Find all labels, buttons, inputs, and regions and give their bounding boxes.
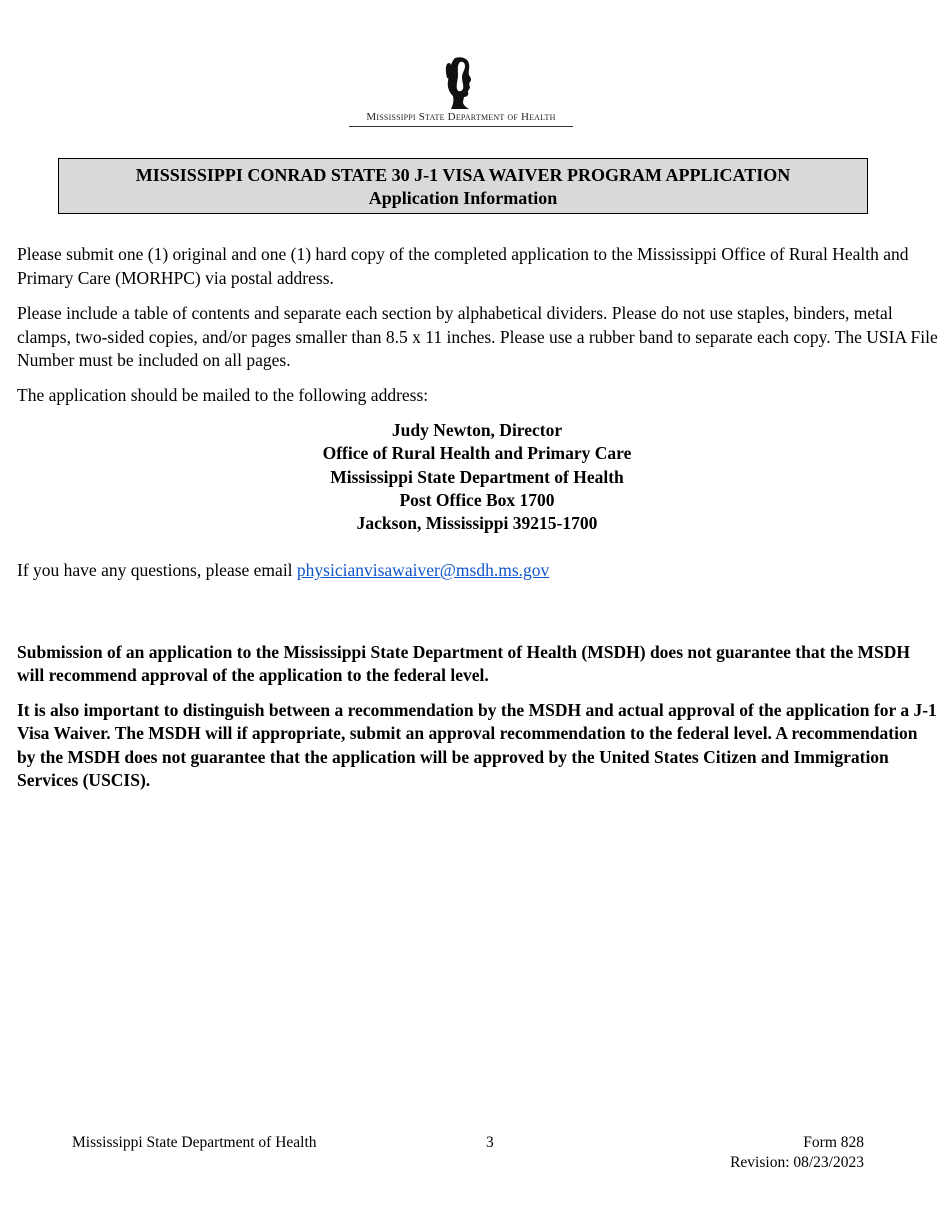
footer-organization: Mississippi State Department of Health [72, 1134, 317, 1151]
footer-form-number: Form 828 [803, 1134, 864, 1151]
page-title: MISSISSIPPI CONRAD STATE 30 J-1 VISA WAIVER PROGRAM APPLICATION [135, 165, 791, 185]
footer-page-number: 3 [486, 1134, 494, 1151]
mailing-address [17, 419, 937, 535]
address-line: Office of Rural Health and Primary Care [322, 443, 632, 464]
questions-line [17, 559, 942, 583]
logo-text: Mississippi State Department of Health [366, 111, 556, 123]
mailing-intro: The application should be mailed to the following address: [17, 385, 429, 405]
email-link[interactable]: physicianvisawaiver@msdh.ms.gov [296, 560, 550, 580]
title-box [58, 158, 868, 214]
submission-instructions: Please submit one (1) original and one (1) hard copy of the completed application to the Mississippi Office of Rural Health and Primary Care (MORHPC) via postal address. [17, 244, 909, 288]
address-line: Judy Newton, Director [391, 420, 563, 440]
address-line: Mississippi State Department of Health [330, 466, 624, 487]
questions-text: If you have any questions, please email [17, 560, 297, 580]
notice-no-guarantee: Submission of an application to the Mississippi State Department of Health (MSDH) does not guarantee that the MSDH will recommend approval of the application to the federal level. [17, 642, 911, 686]
notice-recommendation: It is also important to distinguish between a recommendation by the MSDH and actual approval of the application for a J-1 Visa Waiver. The MSDH will if appropriate, submit an approval recommendation to the federal level. A recommendation by the MSDH does not guarantee that the application will be approved by the United States Citizen and Immigration Services (USCIS). [17, 700, 937, 790]
formatting-instructions: Please include a table of contents and separate each section by alphabetical dividers. Please do not use staples, binders, metal clamps, two-sided copies, and/or pages smaller than 8.5 x 11 inches. Please use a rubber band to separate each copy. The USIA File Number must be included on all pages. [17, 303, 938, 370]
footer-form-info [730, 1133, 864, 1173]
page-subtitle: Application Information [368, 188, 558, 208]
footer-revision: Revision: 08/23/2023 [730, 1154, 864, 1171]
logo-rule [349, 126, 573, 127]
msdh-logo [348, 56, 574, 130]
address-line: Jackson, Mississippi 39215-1700 [356, 513, 598, 534]
profile-silhouette-icon [441, 56, 481, 110]
address-line: Post Office Box 1700 [399, 489, 555, 510]
